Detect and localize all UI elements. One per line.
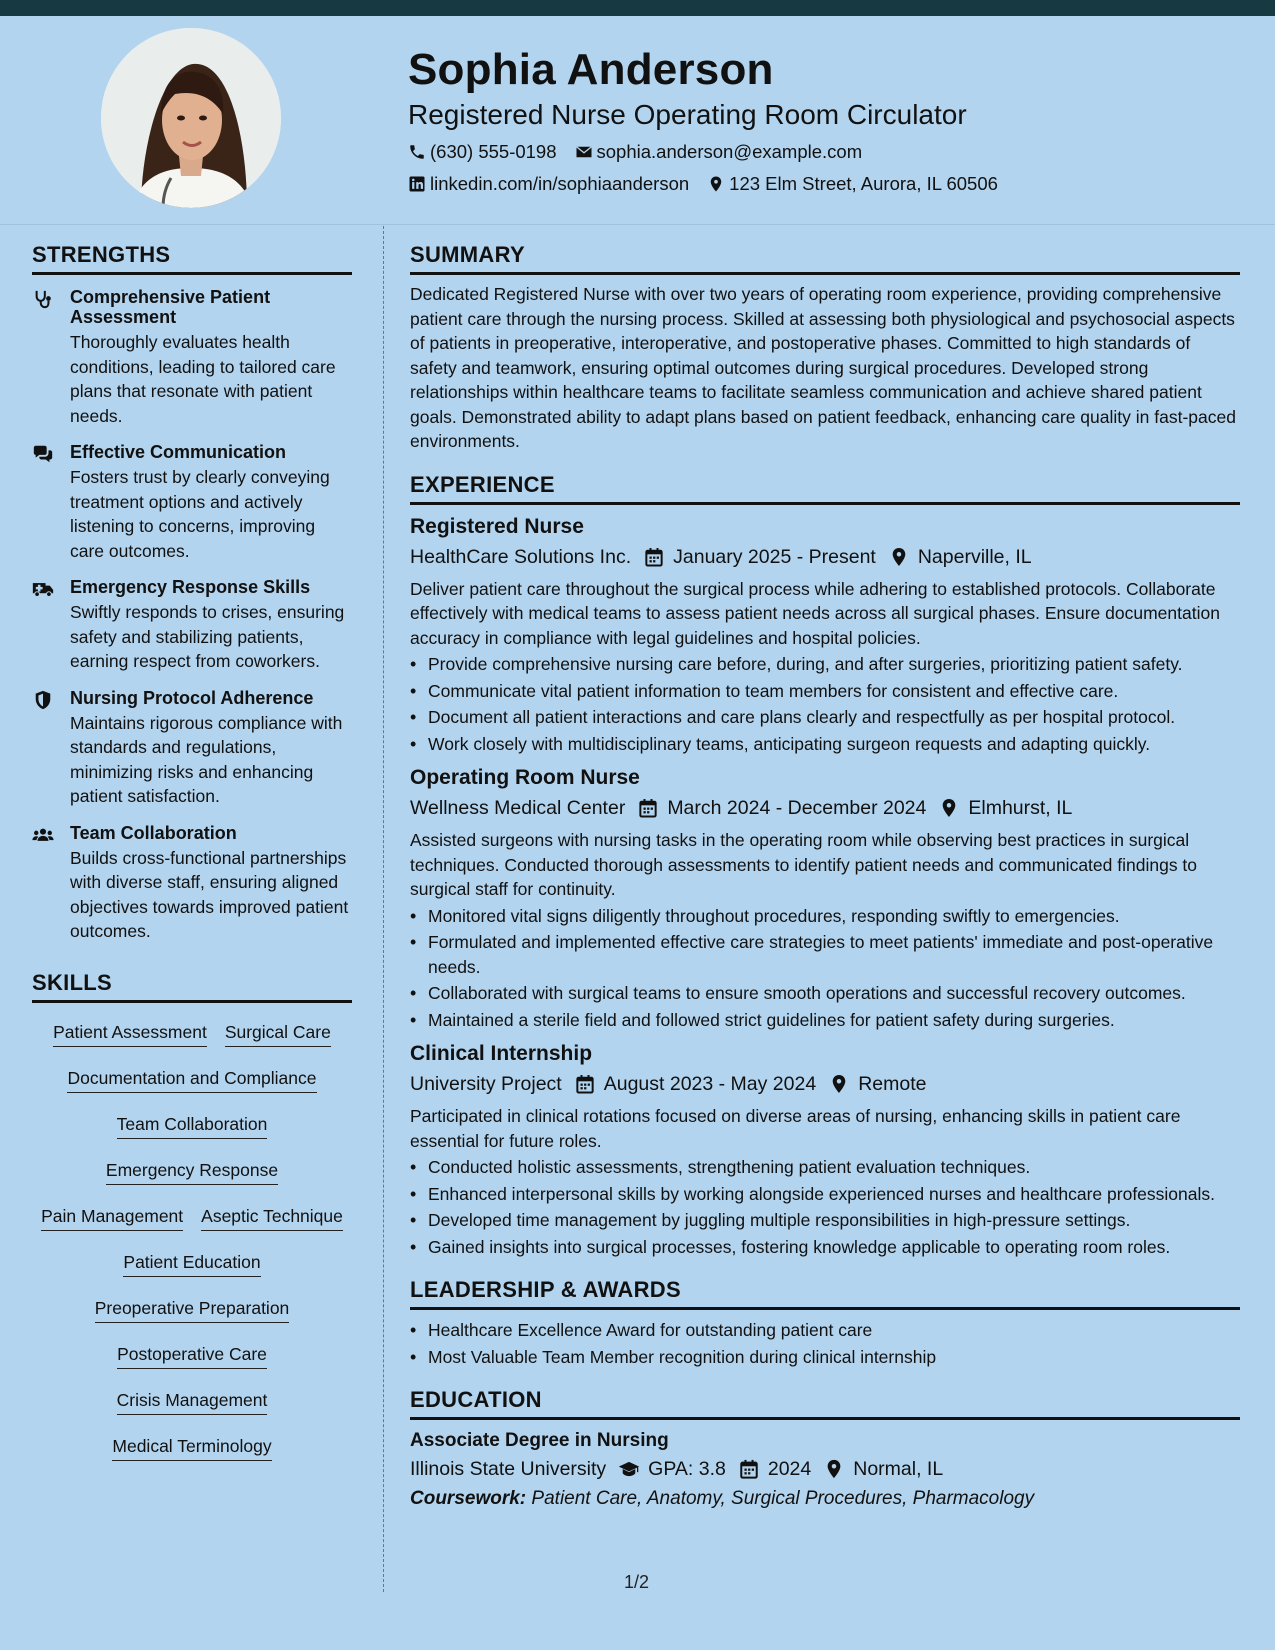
ambulance-icon [32,577,70,674]
job-bullets [410,652,1240,756]
job-bullet: • Gained insights into surgical processes, fostering knowledge applicable to operating room roles. [410,1235,1240,1260]
calendar-icon [738,1459,760,1479]
skill-tag: Team Collaboration [117,1112,268,1139]
phone-icon [408,143,426,161]
job-bullet: • Document all patient interactions and care plans clearly and respectfully as per hospital protocol. [410,705,1240,730]
job-dates [645,544,876,570]
email-text: sophia.anderson@example.com [596,141,863,162]
jobs-list [410,514,1240,1260]
graduation-cap-icon [618,1459,640,1479]
leadership-heading: LEADERSHIP & AWARDS [410,1277,1240,1310]
comments-icon [32,442,70,563]
strength-title: Emergency Response Skills [70,577,311,597]
job-bullet: • Collaborated with surgical teams to ensure smooth operations and successful recovery outcomes. [410,981,1240,1006]
strength-description: Fosters trust by clearly conveying treatment options and actively listening to concerns, improving care outcomes. [70,467,330,561]
job-bullet: • Communicate vital patient information to team members for consistent and effective care. [410,679,1240,704]
education-meta [410,1456,1240,1482]
job-bullet: • Maintained a sterile field and followed strict guidelines for patient safety during surgeries. [410,1008,1240,1033]
education-location-text: Normal, IL [853,1458,944,1480]
job-bullet: • Monitored vital signs diligently throughout procedures, responding swiftly to emergencies. [410,904,1240,929]
award-item: • Most Valuable Team Member recognition during clinical internship [410,1345,1240,1370]
map-pin-icon [940,798,958,818]
stethoscope-icon [32,287,70,428]
dates-text: August 2023 - May 2024 [603,1073,817,1095]
job-bullets [410,1155,1240,1259]
linkedin-icon [408,175,426,193]
skill-tag: Crisis Management [117,1388,268,1415]
skill-tag: Surgical Care [225,1020,331,1047]
job-company [410,1071,562,1097]
job-dates [639,795,926,821]
coursework [410,1486,1240,1512]
job-bullets [410,904,1240,1033]
skills-list [32,1013,352,1473]
school-text: Illinois State University [410,1458,607,1480]
education-section [410,1387,1240,1512]
job-entry [410,1041,1240,1259]
header-divider [0,224,1275,225]
contact-linkedin[interactable] [408,172,689,196]
skill-tag: Documentation and Compliance [67,1066,316,1093]
strength-description: Swiftly responds to crises, ensuring safety and stabilizing patients, earning respect from coworkers. [70,602,345,671]
strength-item [32,287,352,428]
address-text: 123 Elm Street, Aurora, IL 60506 [729,173,998,194]
top-bar [0,0,1275,16]
location-text: Naperville, IL [917,545,1032,568]
job-location [890,544,1032,570]
dates-text: January 2025 - Present [673,545,876,568]
job-meta [410,795,1240,821]
skill-tag: Emergency Response [106,1158,278,1185]
job-bullet: • Formulated and implemented effective care strategies to meet patients' immediate and post-operative needs. [410,930,1240,979]
map-pin-icon [707,175,725,193]
map-pin-icon [823,1459,845,1479]
skills-heading: SKILLS [32,970,352,1003]
strength-item [32,577,352,674]
linkedin-text: linkedin.com/in/sophiaanderson [430,173,690,194]
experience-heading: EXPERIENCE [410,472,1240,505]
education-heading: EDUCATION [410,1387,1240,1420]
envelope-icon [575,143,593,161]
skill-tag: Preoperative Preparation [95,1296,290,1323]
job-bullet: • Provide comprehensive nursing care before, during, and after surgeries, prioritizing patient safety. [410,652,1240,677]
graduation-year [738,1456,811,1482]
strength-title: Team Collaboration [70,822,237,843]
gpa-text: GPA: 3.8 [648,1458,726,1480]
summary-section [410,242,1240,454]
company-text: University Project [410,1073,562,1095]
job-description: Assisted surgeons with nursing tasks in the operating room while observing best practices in surgical techniques. Conducted thorough assessments to identify patient needs and communicated findings to surgical staff for continuity. [410,830,1198,899]
contact-address [707,172,998,196]
job-meta [410,544,1240,570]
job-company [410,544,631,570]
left-column [32,242,352,1473]
skill-tag: Pain Management [41,1204,183,1231]
strengths-heading: STRENGTHS [32,242,352,275]
coursework-text: Patient Care, Anatomy, Surgical Procedures, Pharmacology [531,1488,1035,1509]
profile-photo [101,28,281,208]
leadership-section [410,1277,1240,1369]
job-entry [410,765,1240,1032]
skill-tag: Patient Assessment [53,1020,207,1047]
strength-description: Builds cross-functional partnerships with diverse staff, ensuring aligned objectives towards improved patient outcomes. [70,847,349,941]
map-pin-icon [830,1074,848,1094]
calendar-icon [576,1074,594,1094]
company-text: Wellness Medical Center [410,797,626,819]
job-bullet: • Work closely with multidisciplinary teams, anticipating surgeon requests and adapting quickly. [410,732,1240,757]
users-icon [32,823,70,944]
page-number: 1/2 [624,1572,650,1592]
candidate-name: Sophia Anderson [408,45,774,94]
candidate-role: Registered Nurse Operating Room Circulator [408,99,967,130]
award-item: • Healthcare Excellence Award for outstanding patient care [410,1318,1240,1343]
calendar-icon [639,798,657,818]
job-bullet: • Conducted holistic assessments, strengthening patient evaluation techniques. [410,1155,1240,1180]
coursework-label: Coursework: [410,1488,527,1509]
contact-email[interactable] [575,140,863,164]
summary-text: Dedicated Registered Nurse with over two years of operating room experience, providing comprehensive patient care through the nursing process. Skilled at assessing both physiological and psychosocial aspects of patients in preoperative, interoperative, and postoperative phases. Committed to high standards of safety and teamwork, ensuring optimal outcomes during surgical procedures. Developed strong relationships within healthcare teams to facilitate seamless communication and achieve shared patient goals. Demonstrated ability to adapt plans based on patient feedback, enhancing care quality in fast-paced environments. [410,284,1236,451]
resume-header [408,42,1238,196]
job-description: Participated in clinical rotations focused on diverse areas of nursing, enhancing skills in patient care essential for future roles. [410,1106,1181,1151]
experience-section [410,472,1240,1260]
job-bullet: • Developed time management by juggling multiple responsibilities in high-pressure settings. [410,1208,1240,1233]
job-location [940,795,1072,821]
map-pin-icon [890,547,908,567]
strength-title: Nursing Protocol Adherence [70,687,314,708]
job-company [410,795,625,821]
job-description: Deliver patient care throughout the surgical process while adhering to established protocols. Collaborate effectively with medical teams to assess patient needs across all surgical phases. Ensure documentation accuracy in compliance with legal guidelines and hospital policies. [410,578,1220,648]
strength-title: Comprehensive Patient Assessment [70,287,271,327]
strength-description: Thoroughly evaluates health conditions, leading to tailored care plans that resonate with patient needs. [70,332,336,426]
job-location [830,1071,926,1097]
degree-title: Associate Degree in Nursing [410,1430,669,1451]
strength-title: Effective Communication [70,442,287,462]
strengths-list [32,287,352,944]
location-text: Remote [858,1073,927,1095]
skill-tag: Medical Terminology [112,1434,271,1461]
job-title: Clinical Internship [410,1042,593,1065]
job-entry [410,514,1240,757]
leadership-list [410,1318,1240,1369]
school-name [410,1456,606,1482]
job-title: Operating Room Nurse [410,766,640,789]
year-text: 2024 [767,1458,812,1480]
calendar-icon [645,547,663,567]
column-divider [383,226,384,1592]
job-dates [576,1071,816,1097]
gpa [618,1456,726,1482]
job-title: Registered Nurse [410,514,584,538]
dates-text: March 2024 - December 2024 [667,797,927,819]
company-text: HealthCare Solutions Inc. [410,545,632,568]
skill-tag: Aseptic Technique [201,1204,343,1231]
shield-icon [32,688,70,809]
strength-item [32,823,352,944]
location-text: Elmhurst, IL [968,797,1073,819]
skill-tag: Postoperative Care [117,1342,267,1369]
contact-phone [408,140,557,164]
strength-item [32,688,352,809]
education-location [823,1456,943,1482]
summary-heading: SUMMARY [410,242,1240,275]
right-column [410,242,1240,1512]
phone-text: (630) 555-0198 [430,141,557,162]
job-bullet: • Enhanced interpersonal skills by working alongside experienced nurses and healthcare professionals. [410,1182,1240,1207]
skill-tag: Patient Education [123,1250,260,1277]
strength-description: Maintains rigorous compliance with standards and regulations, minimizing risks and enhancing patient satisfaction. [70,712,343,806]
job-meta [410,1071,1240,1097]
strength-item [32,442,352,563]
